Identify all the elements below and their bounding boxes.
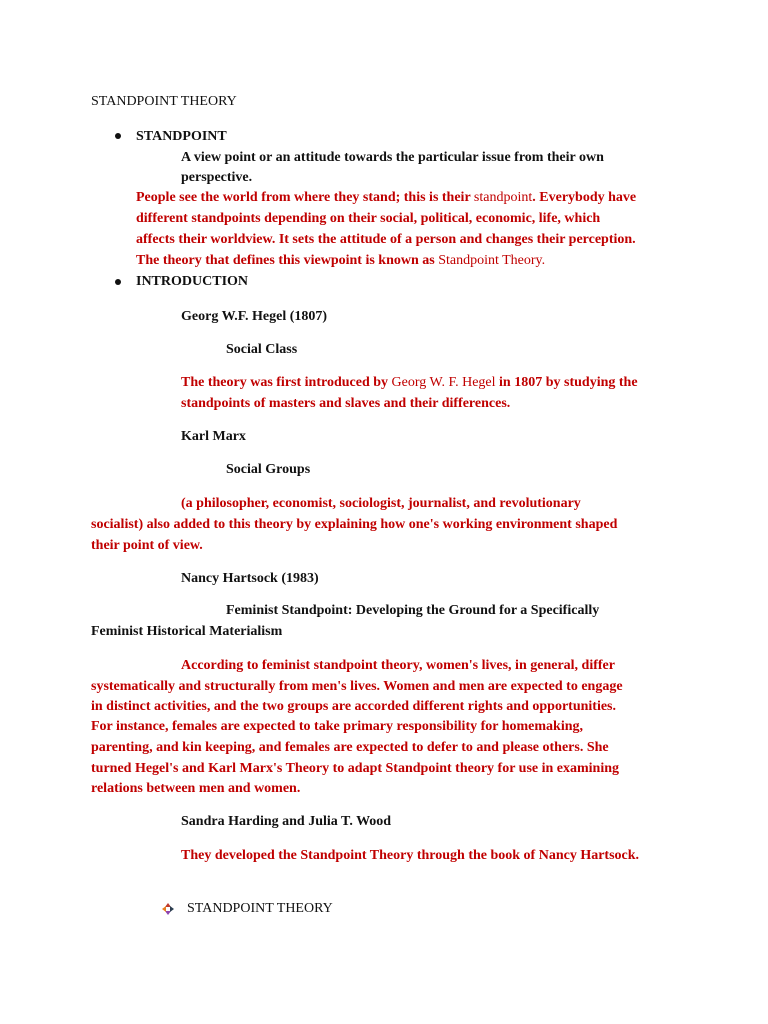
book-title-line: Feminist Standpoint: Developing the Ground for a Specifically <box>226 603 600 618</box>
paragraph-line: The theory that defines this viewpoint is known as Standpoint Theory. <box>136 253 546 268</box>
paragraph-line: The theory was first introduced by Georg W. F. Hegel in 1807 by studying the <box>181 375 638 390</box>
person-name: Sandra Harding and Julia T. Wood <box>181 814 392 829</box>
paragraph-line: People see the world from where they stand; this is their standpoint. Everybody have <box>136 190 637 205</box>
definition-line: perspective. <box>181 170 253 185</box>
paragraph-line: They developed the Standpoint Theory through the book of Nancy Hartsock. <box>181 848 640 863</box>
definition-line: A view point or an attitude towards the particular issue from their own <box>181 150 604 165</box>
section-heading-introduction: INTRODUCTION <box>136 274 249 289</box>
highlight-term: Standpoint Theory. <box>438 253 546 268</box>
paragraph-line: According to feminist standpoint theory, women's lives, in general, differ <box>181 658 615 673</box>
paragraph-line: systematically and structurally from men's lives. Women and men are expected to engage <box>91 679 623 694</box>
paragraph-line: For instance, females are expected to take primary responsibility for homemaking, <box>91 719 584 734</box>
bullet-icon <box>115 279 121 285</box>
paragraph-line: relations between men and women. <box>91 781 301 796</box>
book-title-line: Feminist Historical Materialism <box>91 624 283 639</box>
four-way-arrow-icon <box>162 903 174 915</box>
highlight-term: Georg W. F. Hegel <box>391 375 496 390</box>
highlight-term: standpoint <box>473 190 533 205</box>
paragraph-line: in distinct activities, and the two groups are accorded different rights and opportunities. <box>91 699 617 714</box>
paragraph-line: their point of view. <box>91 538 203 553</box>
paragraph-line: turned Hegel's and Karl Marx's Theory to adapt Standpoint theory for use in examining <box>91 761 620 776</box>
paragraph-line: standpoints of masters and slaves and their differences. <box>181 396 511 411</box>
paragraph-line: different standpoints depending on their social, political, economic, life, which <box>136 211 601 226</box>
paragraph-line: (a philosopher, economist, sociologist, journalist, and revolutionary <box>181 496 581 511</box>
section-heading-standpoint: STANDPOINT <box>136 129 227 144</box>
paragraph-line: socialist) also added to this theory by explaining how one's working environment shaped <box>91 517 618 532</box>
section-heading-standpoint-theory: STANDPOINT THEORY <box>187 901 333 916</box>
doc-title: STANDPOINT THEORY <box>91 94 237 109</box>
person-name: Georg W.F. Hegel (1807) <box>181 309 328 324</box>
person-name: Karl Marx <box>181 429 246 444</box>
topic-label: Social Class <box>226 342 298 357</box>
paragraph-line: affects their worldview. It sets the attitude of a person and changes their perception. <box>136 232 636 247</box>
bullet-icon <box>115 133 121 139</box>
paragraph-line: parenting, and kin keeping, and females are expected to defer to and please others. She <box>91 740 609 755</box>
topic-label: Social Groups <box>226 462 311 477</box>
person-name: Nancy Hartsock (1983) <box>181 571 319 586</box>
